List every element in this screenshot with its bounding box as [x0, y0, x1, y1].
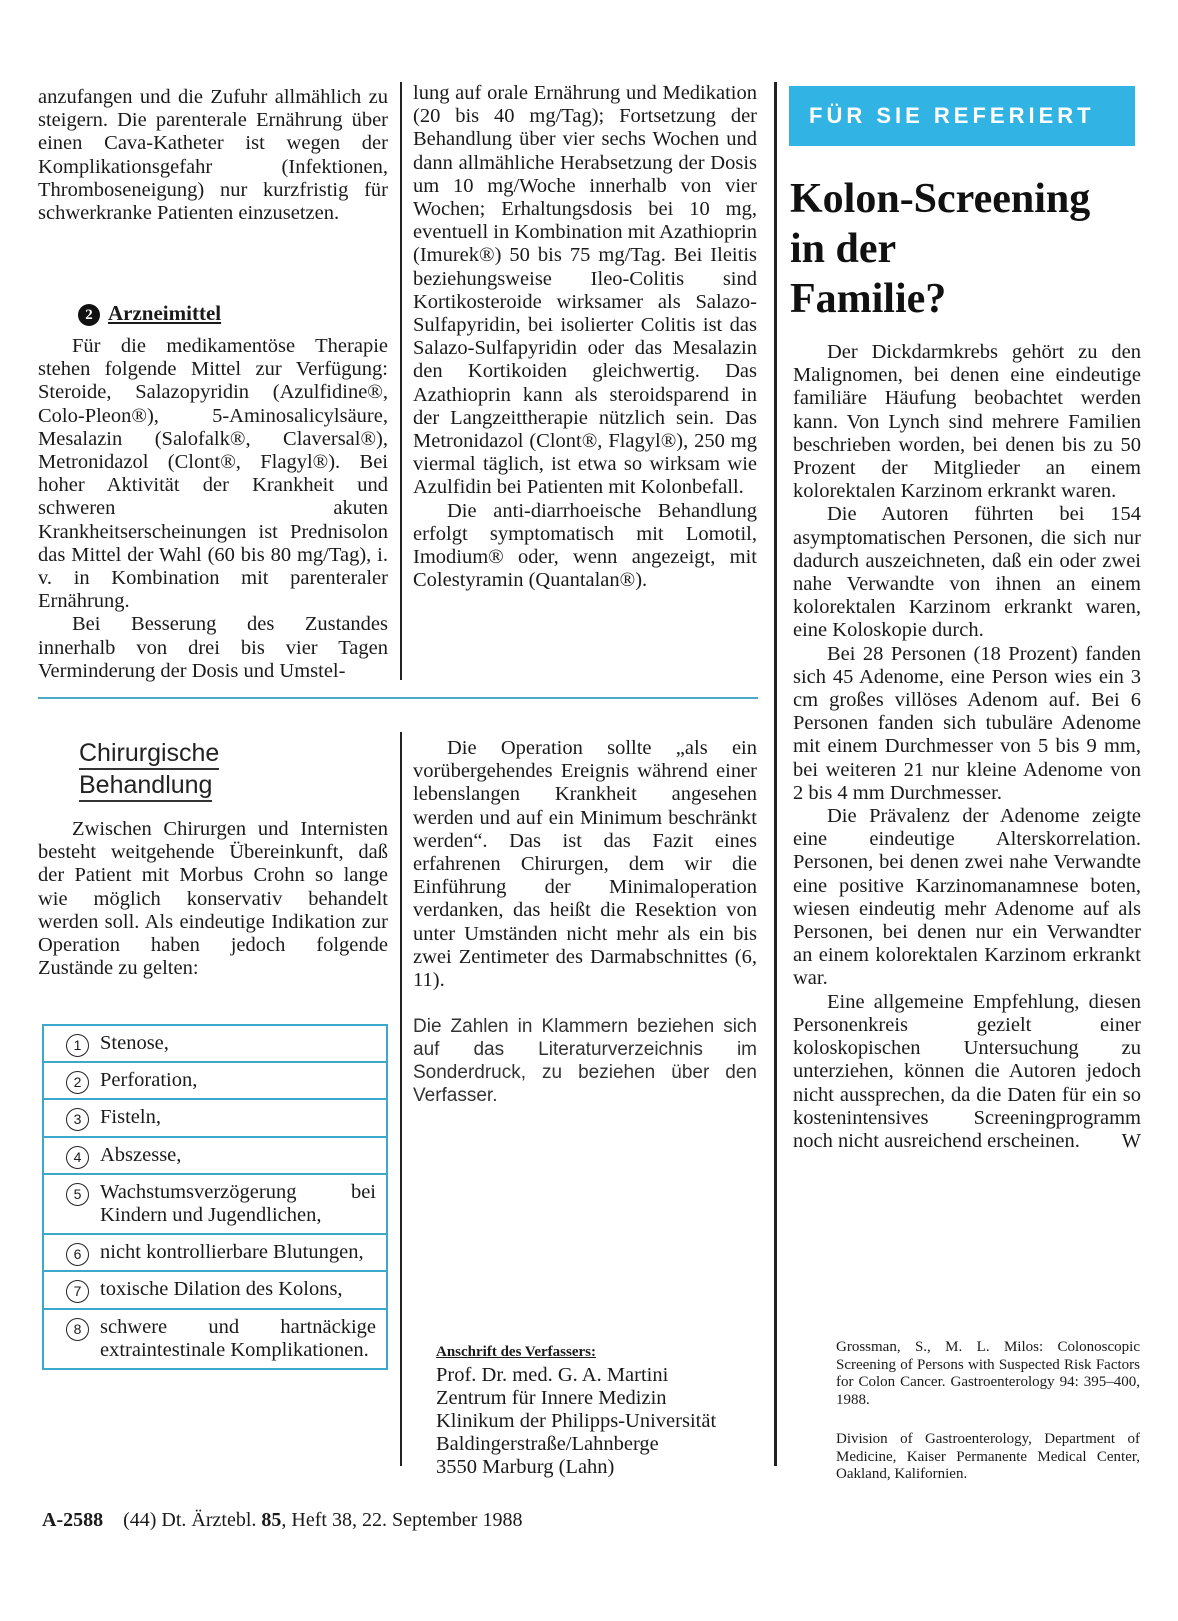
column-3-article	[793, 341, 1141, 1153]
paragraph: Bei 28 Personen (18 Prozent) fanden sich 45 Adenome, eine Person wies ein 3 cm großes villöses Adenom auf. Bei 6 Personen fanden sich tubuläre Adenome mit einem Durchmesser von 5 bis 9 mm, bei weiteren 21 nur kleine Adenome von 2 bis 4 mm Durchmesser.	[793, 642, 1141, 804]
paragraph	[793, 991, 1141, 1153]
indication-item	[44, 1063, 386, 1100]
circled-number: 8	[66, 1318, 89, 1341]
section-number-badge: 2	[78, 304, 100, 326]
column-divider	[774, 82, 777, 1466]
address-line: Baldingerstraße/Lahnberge	[436, 1433, 659, 1455]
paragraph: anzufangen und die Zufuhr allmählich zu steigern. Die parenterale Ernährung über einen Cava-Katheter ist wegen der Komplikationsgefahr (Infektionen, Thromboseneigung) nur kurzfristig für schwerkranke Patienten einzusetzen.	[38, 86, 388, 225]
indication-text: nicht kontrollierbare Blutungen,	[100, 1241, 364, 1264]
indication-text: schwere und hartnäckige extraintestinale Komplikationen.	[100, 1315, 376, 1361]
column-1-arzneimittel	[38, 335, 388, 683]
paragraph: Zwischen Chirurgen und Internisten besteht weitgehende Übereinkunft, daß der Patient mit Morbus Crohn so lange wie möglich konservativ behandelt werden soll. Als eindeutige Indikation zur Operation haben jedoch folgende Zustände zu gelten:	[38, 818, 388, 980]
indication-text: Perforation,	[100, 1069, 198, 1092]
section-heading-arzneimittel	[78, 301, 221, 326]
journal-date: , Heft 38, 22. September 1988	[281, 1509, 523, 1531]
address-line: Klinikum der Philipps-Universität	[436, 1410, 717, 1432]
paragraph: Die Operation sollte „als ein vorübergehendes Ereignis während einer lebenslangen Krankheit angesehen werden und auf ein Minimum beschränkt werden“. Das ist das Fazit eines erfahrenen Chirurgen, dem wir die Einführung der Minimaloperation verdanken, das heißt die Resektion von unter Umständen nicht mehr als ein bis zwei Zentimeter des Darmabschnittes (6, 11).	[413, 737, 757, 992]
indication-item	[44, 1100, 386, 1137]
title-line: Behandlung	[79, 770, 212, 802]
column-divider	[400, 82, 402, 680]
circled-number: 4	[66, 1146, 89, 1169]
column-1-top	[38, 86, 388, 225]
paragraph: Die Prävalenz der Adenome zeigte eine eindeutige Alterskorrelation. Personen, bei denen zwei nahe Verwandte eine positive Karzinomanamnese boten, wiesen eindeutig mehr Adenome auf als Personen, bei denen nur ein Verwandter an einem kolorektalen Karzinom erkrankt war.	[793, 805, 1141, 990]
indication-item	[44, 1272, 386, 1309]
column-1-bottom	[38, 818, 388, 980]
address-label: Anschrift des Verfassers:	[436, 1344, 596, 1360]
column-2-bottom	[413, 737, 757, 992]
circled-number: 5	[66, 1183, 89, 1206]
headline-line: Kolon-Screening	[790, 176, 1091, 222]
headline-line: Familie?	[790, 276, 947, 322]
section-title-chirurgische-behandlung	[79, 738, 219, 802]
indication-item	[44, 1235, 386, 1272]
paragraph: Bei Besserung des Zustandes innerhalb von drei bis vier Tagen Verminderung der Dosis und Umstel-	[38, 613, 388, 682]
column-divider	[400, 732, 402, 1466]
indication-text: Wachstumsverzögerung bei Kindern und Jugendlichen,	[100, 1180, 376, 1227]
author-initial: W	[1121, 1129, 1141, 1152]
page-number: A-2588	[42, 1509, 104, 1531]
indication-text: Fisteln,	[100, 1106, 161, 1129]
circled-number: 3	[66, 1108, 89, 1131]
page-footer	[42, 1509, 522, 1532]
circled-number: 1	[66, 1034, 89, 1057]
indication-item	[44, 1175, 386, 1235]
paragraph: Der Dickdarmkrebs gehört zu den Malignomen, bei denen eine eindeutige familiäre Häufung beobachtet werden kann. Von Lynch sind mehrere Familien beschrieben worden, bei denen bis zu 50 Prozent der Mitglieder an einem kolorektalen Karzinom erkrankt waren.	[793, 341, 1141, 503]
paragraph: Die Autoren führten bei 154 asymptomatischen Personen, die sich nur dadurch auszeichneten, daß ein oder zwei nahe Verwandte von ihnen an einem kolorektalen Karzinom erkrankt waren, eine Koloskopie durch.	[793, 503, 1141, 642]
section-divider	[38, 697, 758, 699]
circled-number: 6	[66, 1243, 89, 1266]
indication-item	[44, 1138, 386, 1175]
article-headline	[790, 174, 1090, 324]
author-address	[436, 1342, 716, 1479]
title-line: Chirurgische	[79, 738, 219, 770]
paragraph: lung auf orale Ernährung und Medikation (20 bis 40 mg/Tag); Fortsetzung der Behandlung über vier sechs Wochen und dann allmähliche Herabsetzung der Dosis um 10 mg/Woche innerhalb von vier Wochen; Erhaltungsdosis bei 10 mg, eventuell in Kombination mit Azathioprin (Imurek®) 50 bis 75 mg/Tag. Bei Ileitis beziehungsweise Ileo-Colitis sind Kortikosteroide wirksamer als Salazo-Sulfapyridin, bei isolierter Colitis ist das Salazo-Sulfapyridin oder das Mesalazin den Kortikoiden gleichwertig. Das Azathioprin kann als steroidsparend in der Langzeittherapie nützlich sein. Das Metronidazol (Clont®, Flagyl®), 250 mg viermal täglich, ist etwa so wirksam wie Azulfidin bei Patienten mit Kolonbefall.	[413, 82, 757, 499]
indications-box	[42, 1024, 388, 1370]
journal-volume: 85	[261, 1509, 282, 1531]
rubric-banner: FÜR SIE REFERIERT	[789, 86, 1135, 146]
headline-line: in der	[790, 226, 897, 272]
circled-number: 2	[66, 1071, 89, 1094]
journal-issue: (44) Dt. Ärztebl.	[123, 1509, 257, 1531]
indication-text: Abszesse,	[100, 1143, 182, 1166]
paragraph: Für die medikamentöse Therapie stehen folgende Mittel zur Verfügung: Steroide, Salazopyridin (Azulfidine®, Colo-Pleon®), 5-Aminosalicylsäure, Mesalazin (Salofalk®, Claversal®), Metronidazol (Clont®, Flagyl®). Bei hoher Aktivität der Krankheit und schweren akuten Krankheitserscheinungen ist Prednisolon das Mittel der Wahl (60 bis 80 mg/Tag), i. v. in Kombination mit parenteraler Ernährung.	[38, 335, 388, 613]
indication-item	[44, 1310, 386, 1370]
address-line: Zentrum für Innere Medizin	[436, 1387, 667, 1409]
indication-text: Stenose,	[100, 1032, 169, 1054]
reference-affiliation: Division of Gastroenterology, Department of Medicine, Kaiser Permanente Medical Center, Oakland, Kalifornien.	[836, 1431, 1140, 1482]
footnote-literature: Die Zahlen in Klammern beziehen sich auf das Literaturverzeichnis im Sonderdruck, zu beziehen über den Verfasser.	[413, 1016, 757, 1106]
column-2-top	[413, 82, 757, 592]
paragraph: Die anti-diarrhoeische Behandlung erfolgt symptomatisch mit Lomotil, Imodium® oder, wenn angezeigt, mit Colestyramin (Quantalan®).	[413, 499, 757, 592]
indication-text: toxische Dilation des Kolons,	[100, 1278, 343, 1301]
reference-citation: Grossman, S., M. L. Milos: Colonoscopic Screening of Persons with Suspected Risk Factors for Colon Cancer. Gastroenterology 94: 395–400, 1988.	[836, 1339, 1140, 1408]
address-line: 3550 Marburg (Lahn)	[436, 1456, 615, 1478]
address-line: Prof. Dr. med. G. A. Martini	[436, 1364, 669, 1386]
section-title: Arzneimittel	[108, 301, 222, 325]
paragraph-text: Eine allgemeine Empfehlung, diesen Personenkreis gezielt einer koloskopischen Untersuchung zu unterziehen, können die Autoren jedoch nicht aussprechen, da die Daten für ein so kostenintensives Screeningprogramm noch nicht ausreichend erscheinen.	[793, 990, 1141, 1152]
indication-item	[44, 1026, 386, 1063]
circled-number: 7	[66, 1280, 89, 1303]
